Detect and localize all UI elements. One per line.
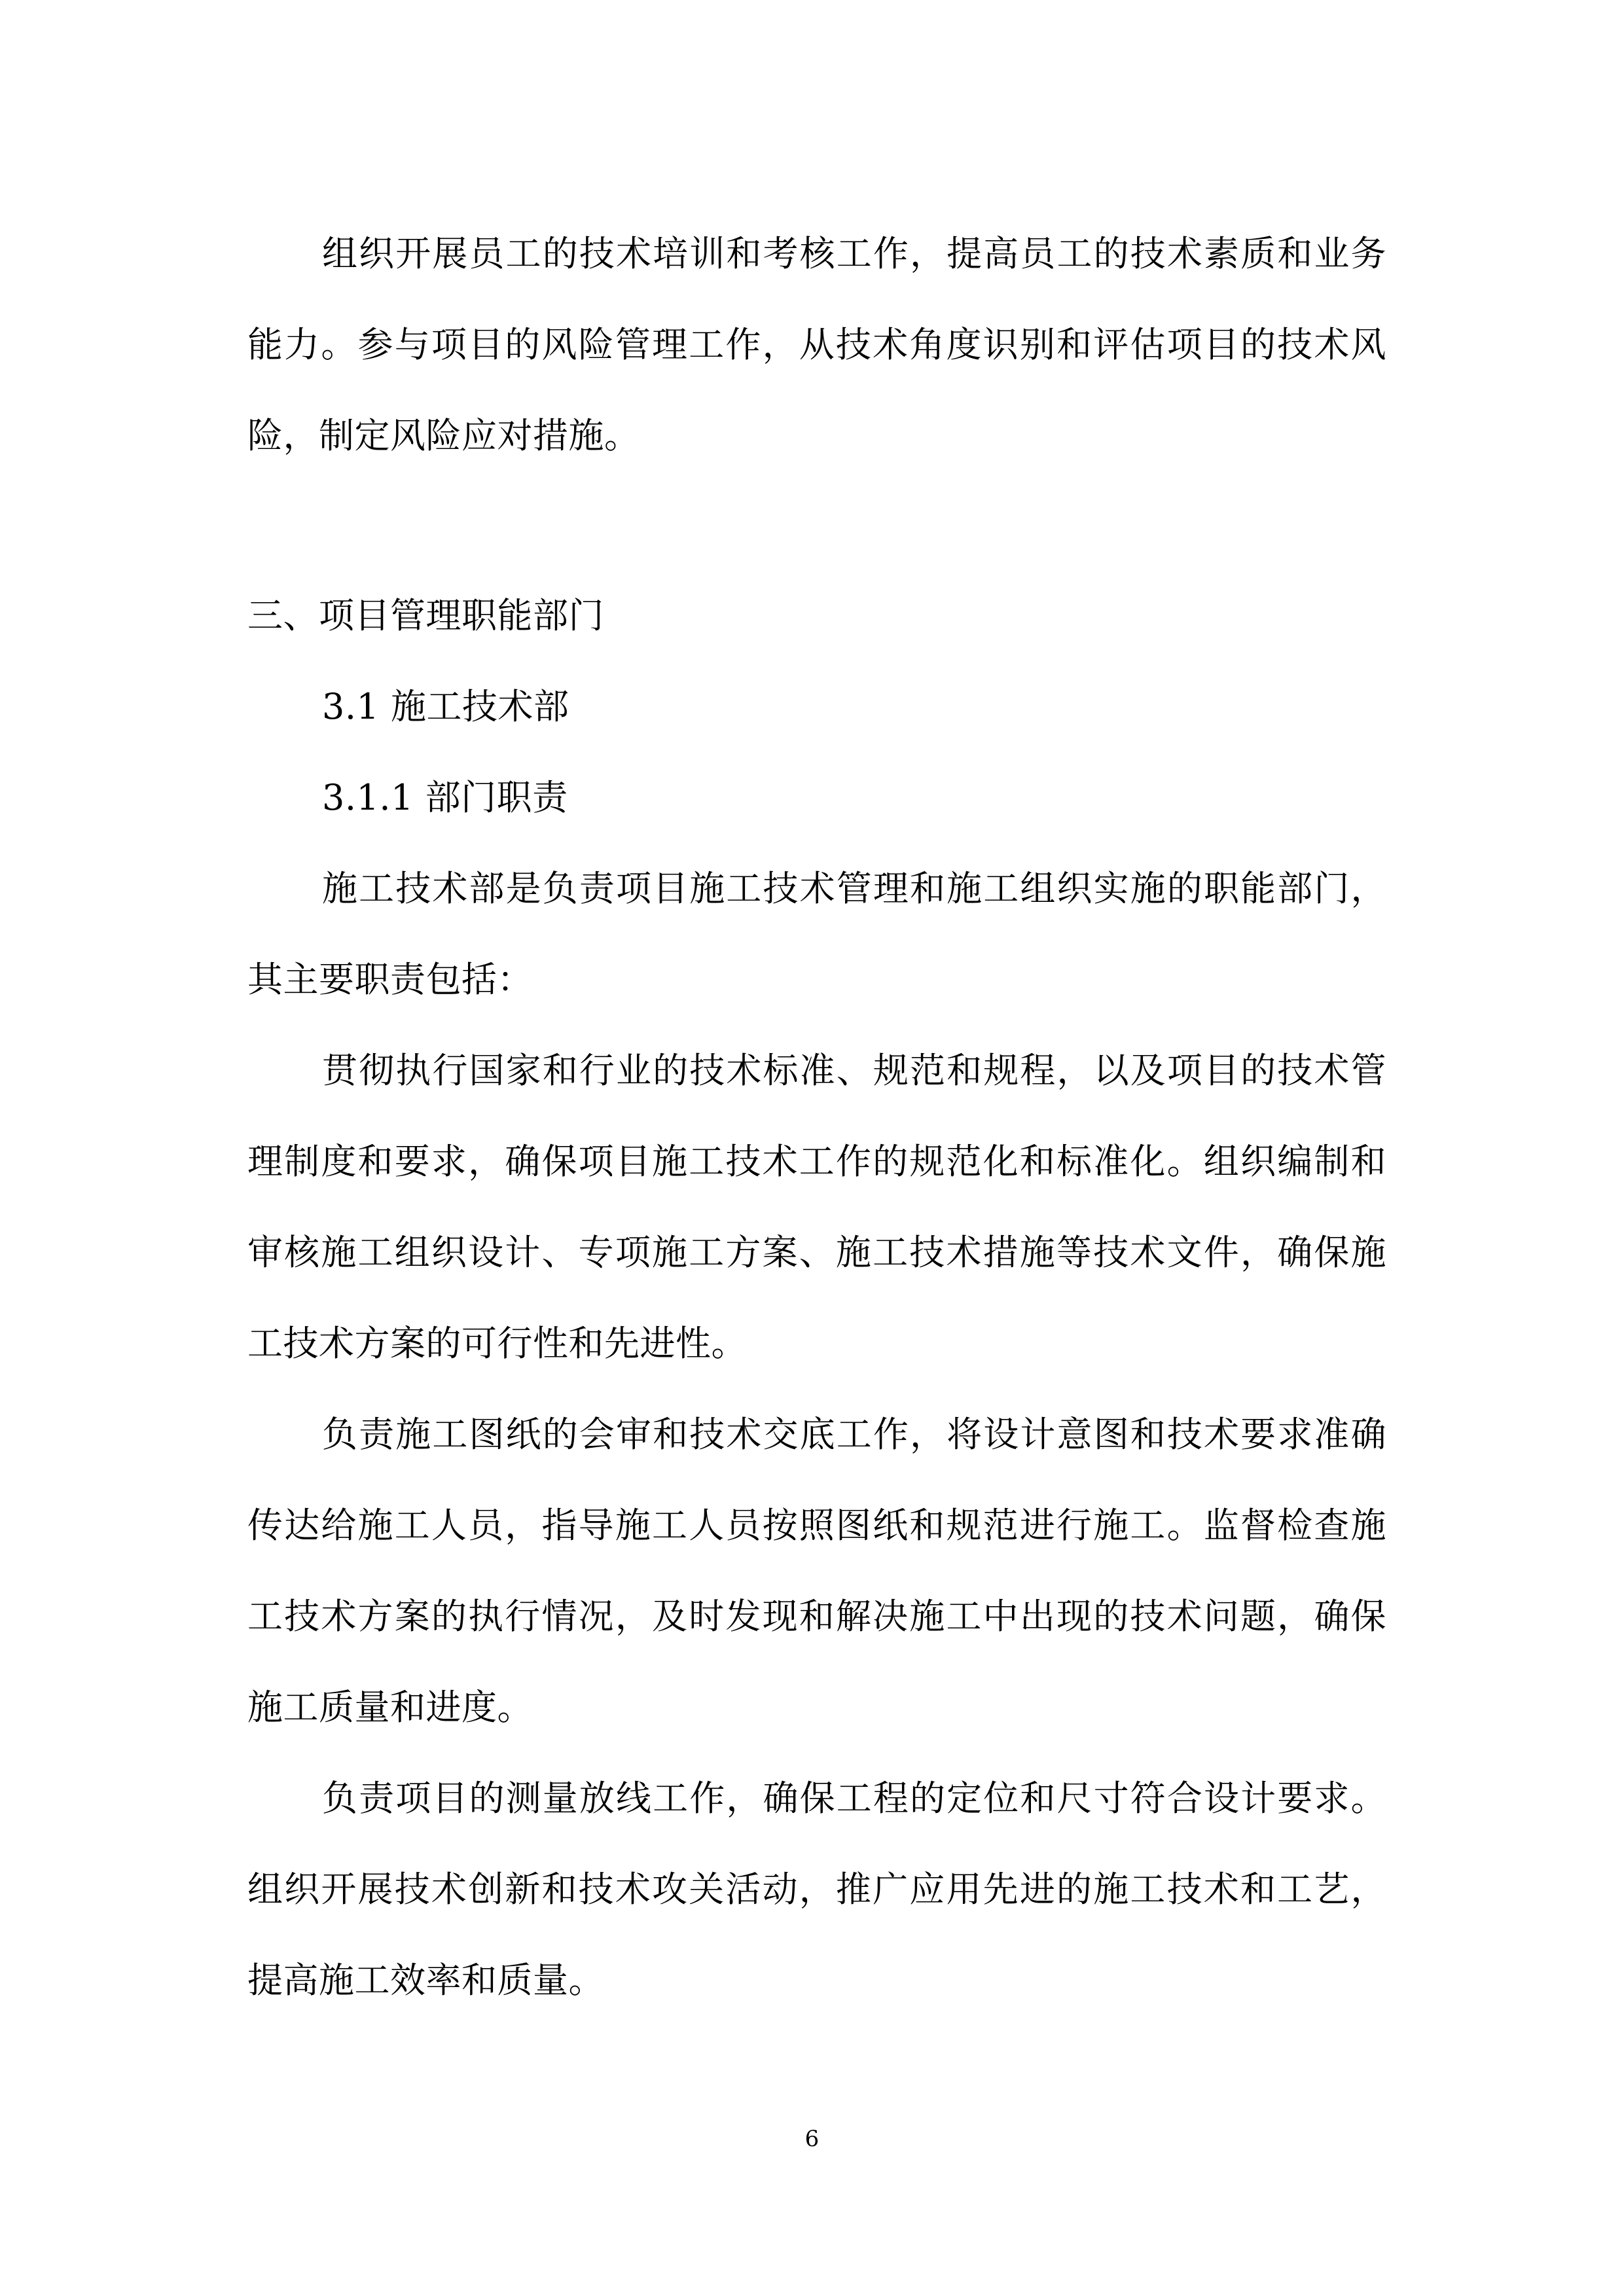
subsection-heading-3-1-1: 3.1.1 部门职责 <box>322 777 568 818</box>
paragraph-dept-intro: 施工技术部是负责项目施工技术管理和施工组织实施的职能部门，其主要职责包括： <box>247 868 1386 1000</box>
page-body <box>247 208 1386 2026</box>
paragraph-standards: 贯彻执行国家和行业的技术标准、规范和规程，以及项目的技术管理制度和要求，确保项目施工技术工作的规范化和标准化。组织编制和审核施工组织设计、专项施工方案、施工技术措施等技术文件，确保施工技术方案的可行性和先进性。 <box>247 1050 1386 1364</box>
section-heading-3: 三、项目管理职能部门 <box>247 595 604 636</box>
paragraph-training: 组织开展员工的技术培训和考核工作，提高员工的技术素质和业务能力。参与项目的风险管理工作，从技术角度识别和评估项目的技术风险，制定风险应对措施。 <box>247 233 1386 456</box>
subsection-heading-3-1: 3.1 施工技术部 <box>322 686 569 727</box>
paragraph-survey: 负责项目的测量放线工作，确保工程的定位和尺寸符合设计要求。组织开展技术创新和技术攻关活动，推广应用先进的施工技术和工艺，提高施工效率和质量。 <box>247 1778 1386 2001</box>
paragraph-drawings: 负责施工图纸的会审和技术交底工作，将设计意图和技术要求准确传达给施工人员，指导施工人员按照图纸和规范进行施工。监督检查施工技术方案的执行情况，及时发现和解决施工中出现的技术问题，确保施工质量和进度。 <box>247 1414 1386 1728</box>
page-number: 6 <box>804 2126 820 2152</box>
